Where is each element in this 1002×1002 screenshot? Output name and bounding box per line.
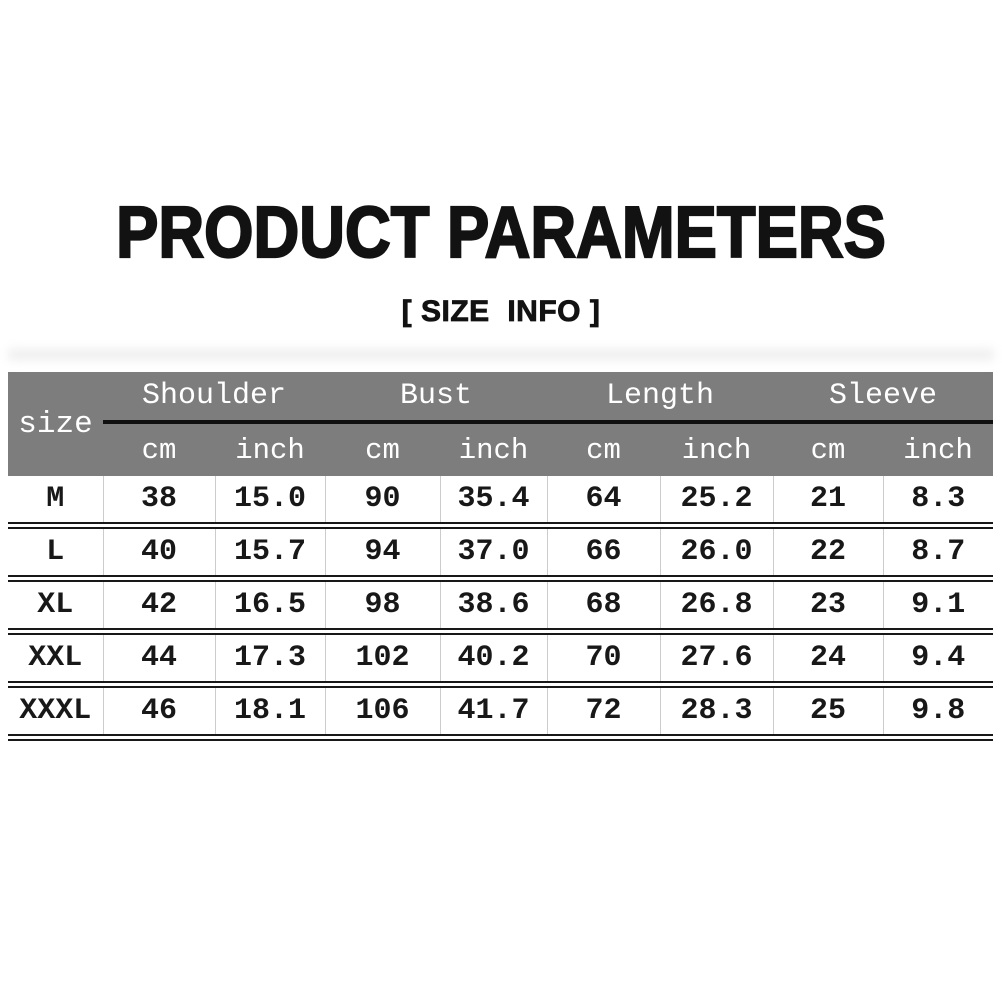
- table-row-xl: [8, 579, 993, 632]
- value-cell: 23: [773, 579, 883, 632]
- value-cell: 40: [103, 526, 215, 579]
- value-cell: 15.0: [215, 476, 325, 526]
- group-header-length: Length: [547, 372, 773, 422]
- unit-header-bust-cm: cm: [325, 422, 440, 476]
- value-cell: 102: [325, 632, 440, 685]
- value-cell: 21: [773, 476, 883, 526]
- unit-header-sleeve-inch: inch: [883, 422, 993, 476]
- value-cell: 25.2: [660, 476, 773, 526]
- unit-header-row: [8, 422, 993, 476]
- size-cell: M: [8, 476, 103, 526]
- value-cell: 9.1: [883, 579, 993, 632]
- value-cell: 27.6: [660, 632, 773, 685]
- value-cell: 25: [773, 685, 883, 738]
- unit-header-shoulder-inch: inch: [215, 422, 325, 476]
- value-cell: 8.7: [883, 526, 993, 579]
- value-cell: 22: [773, 526, 883, 579]
- value-cell: 35.4: [440, 476, 547, 526]
- value-cell: 98: [325, 579, 440, 632]
- size-cell: XXL: [8, 632, 103, 685]
- value-cell: 17.3: [215, 632, 325, 685]
- table-row-m: [8, 476, 993, 526]
- value-cell: 15.7: [215, 526, 325, 579]
- table-row-xxxl: [8, 685, 993, 738]
- unit-header-shoulder-cm: cm: [103, 422, 215, 476]
- value-cell: 24: [773, 632, 883, 685]
- value-cell: 28.3: [660, 685, 773, 738]
- value-cell: 64: [547, 476, 660, 526]
- unit-header-bust-inch: inch: [440, 422, 547, 476]
- unit-header-length-inch: inch: [660, 422, 773, 476]
- value-cell: 94: [325, 526, 440, 579]
- size-cell: XL: [8, 579, 103, 632]
- value-cell: 70: [547, 632, 660, 685]
- artifact-band: [8, 349, 994, 360]
- size-column-header: size: [8, 372, 103, 476]
- size-cell: L: [8, 526, 103, 579]
- value-cell: 66: [547, 526, 660, 579]
- group-header-row: [8, 372, 993, 422]
- value-cell: 16.5: [215, 579, 325, 632]
- value-cell: 26.0: [660, 526, 773, 579]
- value-cell: 8.3: [883, 476, 993, 526]
- group-header-sleeve: Sleeve: [773, 372, 993, 422]
- size-info-subtitle: [ SIZE INFO ]: [401, 295, 601, 328]
- value-cell: 37.0: [440, 526, 547, 579]
- value-cell: 38: [103, 476, 215, 526]
- size-table: [8, 372, 993, 741]
- page-title: PRODUCT PARAMETERS: [116, 193, 886, 273]
- group-header-shoulder: Shoulder: [103, 372, 325, 422]
- size-cell: XXXL: [8, 685, 103, 738]
- value-cell: 68: [547, 579, 660, 632]
- value-cell: 41.7: [440, 685, 547, 738]
- table-row-l: [8, 526, 993, 579]
- value-cell: 18.1: [215, 685, 325, 738]
- value-cell: 72: [547, 685, 660, 738]
- value-cell: 42: [103, 579, 215, 632]
- value-cell: 46: [103, 685, 215, 738]
- value-cell: 44: [103, 632, 215, 685]
- value-cell: 26.8: [660, 579, 773, 632]
- unit-header-length-cm: cm: [547, 422, 660, 476]
- table-row-xxl: [8, 632, 993, 685]
- value-cell: 9.8: [883, 685, 993, 738]
- value-cell: 90: [325, 476, 440, 526]
- unit-header-sleeve-cm: cm: [773, 422, 883, 476]
- group-header-bust: Bust: [325, 372, 547, 422]
- value-cell: 106: [325, 685, 440, 738]
- value-cell: 38.6: [440, 579, 547, 632]
- value-cell: 9.4: [883, 632, 993, 685]
- value-cell: 40.2: [440, 632, 547, 685]
